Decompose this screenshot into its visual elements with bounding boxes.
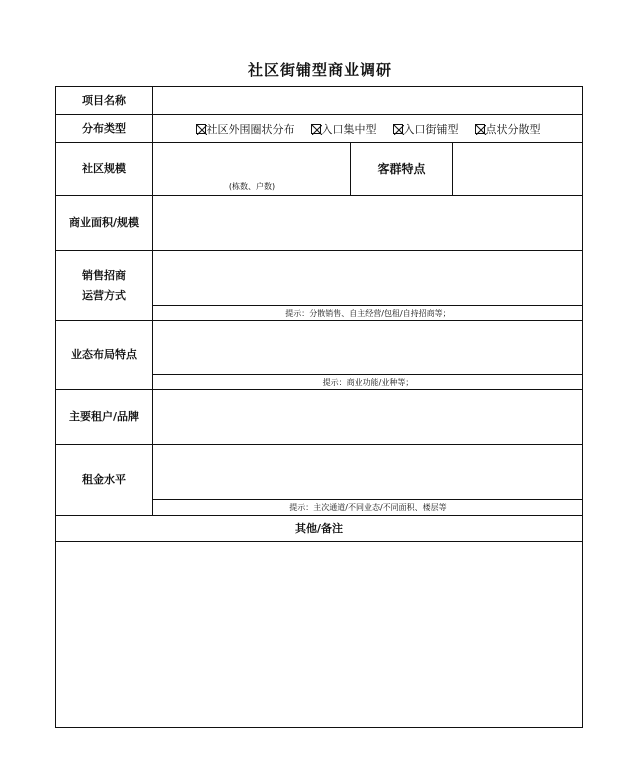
sales-operation-hint: 提示：分散销售、自主经营/包租/自持招商等； xyxy=(285,308,451,318)
other-notes-label: 其他/备注 xyxy=(294,521,344,535)
sales-operation-label: 销售招商 运营方式 xyxy=(82,268,126,302)
project-name-label: 项目名称 xyxy=(82,93,126,107)
option-label: 入口集中型 xyxy=(321,123,377,136)
other-notes-field[interactable] xyxy=(56,543,582,726)
checkbox-icon[interactable] xyxy=(475,124,485,134)
community-scale-note: (栋数、户数) xyxy=(228,181,276,191)
option-perimeter-ring[interactable] xyxy=(196,121,295,137)
checkbox-icon[interactable] xyxy=(393,124,403,134)
checkbox-icon[interactable] xyxy=(196,124,206,134)
option-label: 入口街铺型 xyxy=(403,123,459,136)
option-entrance-concentrated[interactable] xyxy=(311,121,377,137)
option-point-scattered[interactable] xyxy=(475,121,541,137)
rent-level-field[interactable] xyxy=(154,445,582,499)
checkbox-icon[interactable] xyxy=(311,124,321,134)
distribution-type-label: 分布类型 xyxy=(82,121,126,135)
format-layout-label: 业态布局特点 xyxy=(71,348,137,361)
main-tenants-label: 主要租户/品牌 xyxy=(68,410,140,423)
customer-features-field[interactable] xyxy=(454,143,582,195)
option-entrance-street-shop[interactable] xyxy=(393,121,459,137)
rent-level-hint: 提示：主次通道/不同业态/不同面积、楼层等 xyxy=(289,502,447,512)
project-name-field[interactable] xyxy=(154,87,582,114)
cell-divider xyxy=(452,142,453,196)
form-title: 社区街铺型商业调研 xyxy=(247,61,392,79)
format-layout-hint: 提示：商业功能/业种等； xyxy=(322,377,414,387)
row-divider xyxy=(56,541,582,542)
customer-features-label: 客群特点 xyxy=(377,162,426,176)
survey-form-table xyxy=(55,86,583,728)
distribution-type-options xyxy=(154,118,582,140)
option-label: 点状分散型 xyxy=(485,123,541,136)
commercial-area-field[interactable] xyxy=(154,196,582,250)
format-layout-field[interactable] xyxy=(154,321,582,374)
commercial-area-label: 商业面积/规模 xyxy=(68,216,140,229)
community-scale-label: 社区规模 xyxy=(82,162,126,175)
label-column-divider xyxy=(152,87,153,515)
rent-level-label: 租金水平 xyxy=(82,473,126,486)
sales-operation-field[interactable] xyxy=(154,251,582,305)
main-tenants-field[interactable] xyxy=(154,390,582,444)
option-label: 社区外围圈状分布 xyxy=(206,123,295,136)
